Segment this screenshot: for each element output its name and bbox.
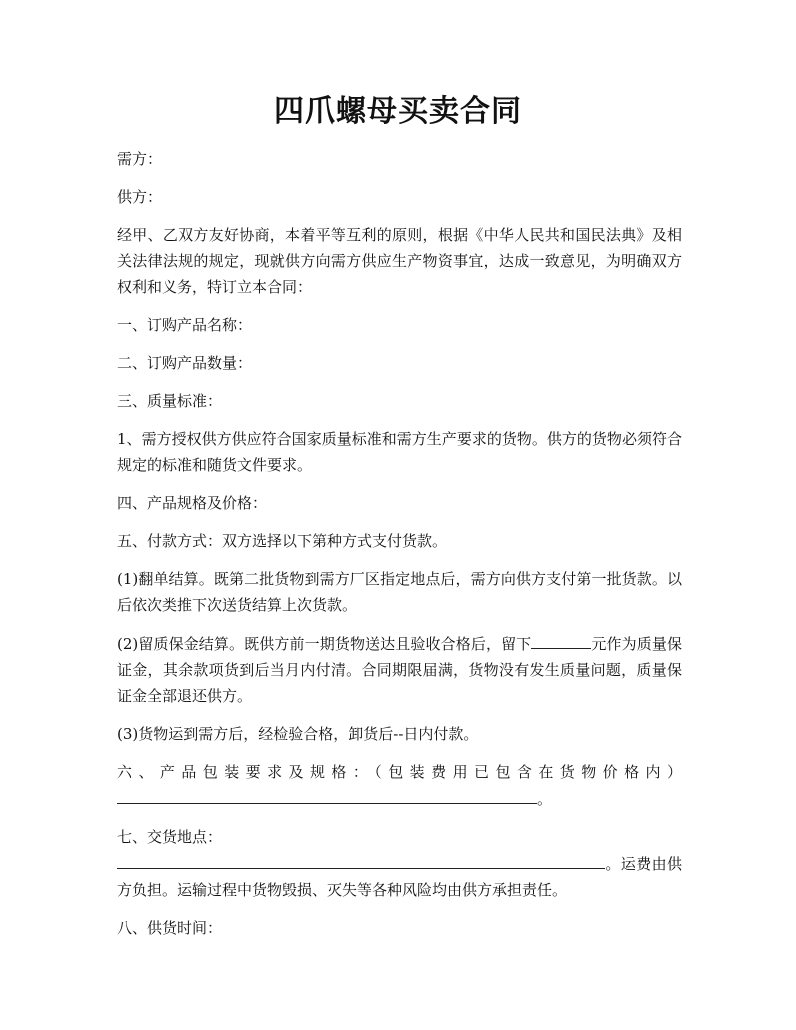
payment-option-3: (3)货物运到需方后，经检验合格，卸货后--日内付款。 <box>117 725 479 743</box>
clause-spec-price: 四、产品规格及价格： <box>117 494 268 512</box>
delivery-place-blank <box>117 850 605 869</box>
clause-product-name: 一、订购产品名称： <box>117 316 253 334</box>
buyer-line: 需方： <box>117 150 163 168</box>
clause-packaging <box>117 759 682 812</box>
clause-product-quantity: 二、订购产品数量： <box>117 354 253 372</box>
clause-delivery-place <box>117 824 682 903</box>
clause-packaging-text: 六、产品包装要求及规格：（包装费用已包含在货物价格内） <box>117 763 682 781</box>
payment-option-2-lead: (2)留质保金结算。既供方前一期货物送达且验收合格后，留下 <box>117 635 532 653</box>
payment-option-1: (1)翻单结算。既第二批货物到需方厂区指定地点后，需方向供方支付第一批货款。以后依次类推下次送货结算上次货款。 <box>117 570 682 614</box>
clause-payment-method: 五、付款方式：双方选择以下第种方式支付货款。 <box>117 532 448 550</box>
clause-supply-time: 八、供货时间： <box>117 919 223 937</box>
clause-delivery-tail: 。运费由供方负担。运输过程中货物毁损、灭失等各种风险均由供方承担责任。 <box>117 855 682 899</box>
clause-quality-standard: 三、质量标准： <box>117 392 223 410</box>
payment-option-2-tail: 元作为质量保证金，其余款项货到后当月内付清。合同期限届满，货物没有发生质量问题，质量保证金全部退还供方。 <box>117 635 682 705</box>
preamble-paragraph: 经甲、乙双方友好协商，本着平等互利的原则，根据《中华人民共和国民法典》及相关法律法规的规定，现就供方向需方供应生产物资事宜，达成一致意见，为明确双方权利和义务，特订立本合同： <box>117 226 682 296</box>
packaging-blank <box>117 785 537 804</box>
supplier-line: 供方： <box>117 188 163 206</box>
document-body <box>117 146 682 953</box>
clause-packaging-end: 。 <box>537 790 553 808</box>
payment-option-2 <box>117 630 682 709</box>
deposit-amount-blank <box>531 630 591 649</box>
document-title: 四爪螺母买卖合同 <box>274 94 522 129</box>
clause-quality-detail: 1、需方授权供方供应符合国家质量标准和需方生产要求的货物。供方的货物必须符合规定的标准和随货文件要求。 <box>117 430 682 474</box>
clause-delivery-label: 七、交货地点： <box>117 828 223 846</box>
